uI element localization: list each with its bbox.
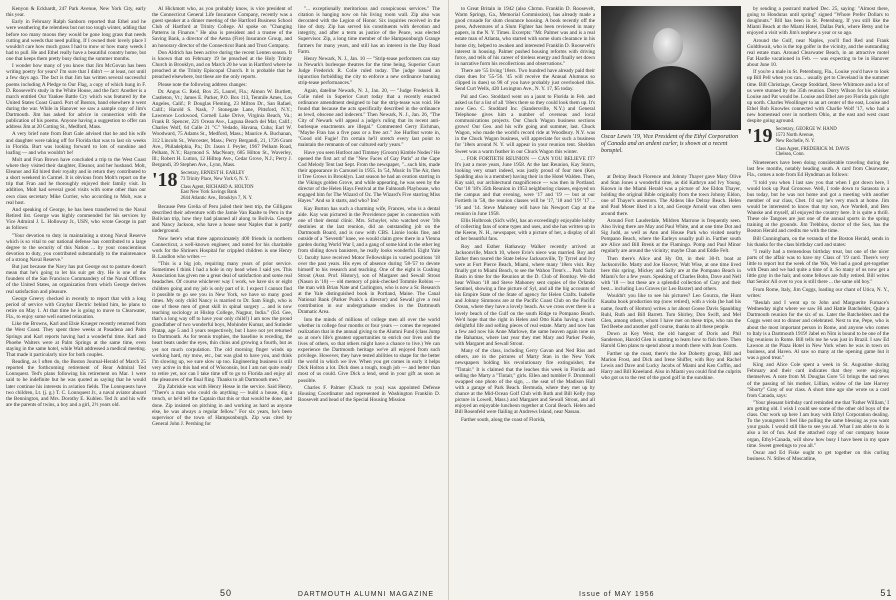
paragraph: Nineteeners have been doing considerable traveling during the last few months, notably heading south. A card from Clearwater, Fla., comes a note from Ed Hyndman as follows: <box>747 160 889 179</box>
magazine-title: DARTMOUTH ALUMNI MAGAZINE <box>297 591 435 598</box>
page-number: 51 <box>880 588 893 598</box>
agent-line: 2644 Atlantic Ave., Brooklyn 7, N. Y. <box>180 196 253 202</box>
paragraph: "Beulah and I went up to John and Marguerite Furnace's Wednesday night where we saw Hi and Hattie Batchelder, Quite a Dartmouth reunion for the six of us. Later the Batchelders and the Coggs went out to dinner and celebrated. Next to me, Pepe, who is about the most important person in Rome, and anyone who comes to Italy is a Dartmouth 1919! Jabel en Nim is bound to be one of the big reunions in Rome. Bill tells me he was just in Brazil. I saw Ed Lawson at the Plaza Hotel in New York when he was in town on business, and Haven. Al saw so many at the opening game but it was a good treat." <box>747 300 889 361</box>
paragraph: From Rome, Italy, Jim Coggs, loading our chant of Utica, N. Y., writes: <box>747 286 889 299</box>
paragraph: Because Pete Grelia of Peru jailed their best trip, the Gilligans described their adventure with the Jamie Van Raalte to Peru in the Bolivian trip, how they had planned all along to Bolivia. George and Nancy Jackson, who have a house near Naples that is partly underground. <box>152 203 292 235</box>
paragraph: Then there's Alice and Hy Ott, in their 30-ft. boat at Jacksonville. Marty and Joe Hoover, Walt Wise, at one time lived here this spring. Mickey and Sally are at the Pompano Beach in Miami's for a few years. Speaking of Charles Bohn, Dave and Nell with '18 — but these are a splendid collection of Cary and their best... including Lou Graves (or Leo Baxter) and others. <box>601 255 741 293</box>
col2-top-text <box>152 6 292 168</box>
right-footer <box>579 588 892 598</box>
paragraph: I wonder how many of you know that Jim McGovan has been writing poetry for years? I'm sure that I didn't — at least, not until a few days ago. The fact is that Jim has written several successful poems including A Pledge to Our Flag, a copy of which hung in F. D. Roosevelt's study in the White House, and the fact: Another is a march entitled Our Yankee Battle Cry which was featured by the United States Coast Guard. Port of Boston, band elsewhere it went during the war. While in Hanover we saw a sample copy of Jim's Dartmouth. Jim has asked for advice in connection with the publication of his poems. Anyone having a suggestion to offer can address Jim at 20 Cotting St., Medford, Mass. <box>6 63 146 131</box>
paragraph: Again, dateline Newark, N. J., Jan. 20, — "Judge Frederick R. Colie ruled in Superior Court today that a recently enacted ordinance amendment designed to bar the strip-tease was void. He found that because the acts specifically described in the ordinance as lewd, obscene and indecent." Then Newark, N. J., Jan. 26, "The City of Newark will appeal a judge's ruling that its recent anti-burlesque enactments are illegal." Commented Gerry Eichman, "Maybe Fran has a five pass or a free act." Joe Hurlbut wrote in, "Good old Fugie! I'm certain he'll stretch every last point to maintain the remnants of our cultured early years." <box>298 87 440 149</box>
paragraph: Oscar and Ed Fiske ought to get together on this curling business. N. Stiles of Moscatline, <box>747 449 889 463</box>
col3-top-text <box>747 6 889 124</box>
paragraph: Please note the following address changes: <box>158 81 247 88</box>
paragraph: Charles F. Palmer (Chuck to you) was appointed Defense Housing Coordinator and represented in Washington Franklin D. Roosevelt and head of the Special Housing Mission <box>298 384 440 404</box>
paragraph: Farther south, along the coast of Florida, <box>461 416 546 423</box>
paragraph: Molt and Fran Brown have concluded a trip to the West Coast where they visited their daughter, Eleanor, and her husband. Molt, Eleanor and Ed hired their royalty and in return they contributed to a short weekend in Carmel. It is obvious from Molt's report on the trip that Fran and he thoroughly enjoyed their family visit. In addition, Molt had several good visits with some other than our own class secretary Mike Currier, who according to Molt, was a real host. <box>6 157 146 206</box>
paragraph: Zip Zabriskie was with Henry Hesse in the service. Said Henry, "There's a man who could do anything — build a house, dig a trench, or he'd tell the Captain that this or that would be done, and done. Zip insisted on pitching in and working as hard as anyone else, he was always a regular fellow." For six years, he's been supervisor of the town of Hampsonburgh. Zip was cited by General John J. Pershing for <box>152 384 292 427</box>
secretary-line: Secretary, ERNEST H. EARLEY <box>180 171 245 176</box>
paragraph: "... exceptionally meritorious and conspicuous services." The citation is hanging now on his living room wall. Zip also was decorated with the Legion of Honor. Six inquiries received in the line of duty. Zip has served his constituents with devotion and integrity, and after a term as justice of the Peace, was elected Supervisor. Zip, a long time member of the Hampsonburgh Grange farmers for many years, and still has an interest in the Day Road Farm. <box>298 6 440 55</box>
paragraph: Farther up the coast, there's the Joe Doherty group, Bill and Marion Frost, and Dick and Irene Shiffer, with Roy and Rachel Lewis and Dave and Lucky Jacobs of Miami and Ken Coffin, and Harry and Bill Kneeland. Also in Miami you could find the culprits who got us to the rest of the good golf in the sunshine. <box>601 350 741 381</box>
paragraph: "I told you when I last saw you that when I got down here, I would look up Paul Gronowe. Well, I rode down to Sarasota in a bus today, but he was not home and got a meeting with another member of our class, Chet. I'd say he's very much at home. Jim would be interested to know that my son, Ace Wardell, and Ben Wanske and myself, all enjoyed the country here. It is quite a thrill. These ole Tangoes are just one of the annual sports in the spring training at the grounds. Jim Trebbins, doctor of the Sox, has the Boston Herald and credits me with the time. <box>747 179 889 235</box>
paragraph: Roy and Esther Hathaway Walker recently arrived at Jacksonville, March 10, where Evie's niece was married. Roy and Esther then toured the State below Jacksonville, Ty Tyrrel and Ivy were at Fort Pierce Beach, Miami, where many '18ers visit. Roy finally got to Miami Beach, to see the Wahoo Trent's ... Park Yacht Basin in time for the Reunion at the D. Club of Bombay. We did hear Wilson '18 and Steve Mahoney sent copies of the Orlando Sentinel, showing a fine picture of Syl, and all the big accounts of his Empire State of the State of agency for Helen Crafts. Isabelle and Johnny Simmons are at the Pacific Coast Club on the Pacific Ocean, where they have a lovely beach. As we cross over there is a lovely beach of the Gulf on the south Ridge to Pompano Beach. We'd hope that the right in Helen and Otto Kahn having a most delightful life and selling pieces of real estate. Marty and now has a few and now his Anne Marlowe, the same heaven again tone on the Bahamas, where last year they met Mary and Parker Poole, with Margaret and Sewall Strout. <box>455 243 595 347</box>
paragraph: Wouldn't you like to see his pictures? Leo Gourzu, the Hunt Kasaba book production top (now retired), with a viola (he had his name, fourth of Horton) writes a lot about Goose Davis Spaulding Ruhl, Ruth and Bill Barrett. Tom Shirley, Don Swift, and Mel Glen, among others, whom I have met on these trips, who ran the Ted Beebe and another golf course, thanks to all these people. <box>601 293 741 330</box>
portrait-head-icon <box>653 28 683 64</box>
col2-text <box>601 174 741 381</box>
secretary-line: Secretary, GEORGE W. HAND <box>775 127 837 133</box>
paragraph: Around Fort Lauderdale, Mildren Marrone is frequently seen. Also living there are May and Paul White, and at one time Dot and Sig Judd, as well as Ann and House Park who visited nearby Pompano Beach, where the Earleys usually pull in. Farther south are Alice and Bill Brenk at the Flamingo. Pomp and Paul Minor regularly are around the vicinity; maybe Chan and Eddie Felt. <box>601 217 741 255</box>
paragraph: Now here's what three approximately 400 friends in northern Connecticut, a well-known engineer, and noted for his charitable work for the Shriners Hospital for crippled children is one Henry B. Landlon who writes — <box>152 235 292 260</box>
paragraph: Many of the class, including Gerry Gavan and Ned Riss and others, are in the pictures of Marty Stan in the New York newspapers holding his revolutionary fire extinguisher, the "Tintair." It is claimed that the leaches this week in Florida and selling the Marty a "Tintair," girls. Ellen and tumbler F. Drummoll swapped one photo of the sign, ... the seat of the Madison Hall with a garage of Park Beach. Bermuda, where they met up by chance at the Mid-Ocean Golf Club with Ruth and Bill Kelly (top picture in Lowell, Mass.) and Margaret and Sewall Strout, and all enjoyed an enjoyable luncheon together at Coral Beach. Helen and Bill Rosenfeld were flailing at Andrews Island, near Nassau. <box>455 348 595 416</box>
agent-line: East New York Savings Bank <box>180 190 238 196</box>
left-column-2 <box>152 6 292 584</box>
paragraph: Dr. Angus G. Reid, Box 25, Laurel, Fla.; Almon W. Burtlett, Castleton, Vt.; James E. Parker, P.O. Box 113, Tenmile Ames, Los Angeles, Calif.; P. Douglas Fleming, 23 Milton Dr., San Rafael, Calif.; Harold S. Nash, 7 Stonegate Lane, Pittsford, N.Y.; Lawrence Lockwood, Cornell Lake Drive, Virginia Beach, Va.; Frank B. Spencer, 221 Ocean Ave., Laguna Beach del Mar, Calif.; Charles Wolf, 64 Calle 21 "C" Vedado, Havana, Cuba; Earl W. Woodward, 75 Adams St., Medford, Mass.; Maurice A. Buchanan, 312 Lincoln St., Worcester, Mass.; Perry Bergandi, 21, 1726 Grant Ave., Philadelphia, Pa.; Dr. Jason J. Peyler, 1967 Pelham Road, Pelham, N.Y.; Raymond S. MacNeary, 685 Hilton St., Waverley, Ill.; Robert H. Lutton, 12 Hilltop Ave., Cedar Grove, N.J.; Perry J. Bergandi, 39 Stephen Ave., Lynn, Mass. <box>152 88 292 168</box>
page-number: 50 <box>220 588 233 598</box>
paragraph: Henry Newark, N. J., Jan. 10 — "Strip-tease performers can stay in Newark's burlesque theatres for the time being, Superior Court Judge Frederick R. Colie ruled today. The judge issued an injunction forbidding the city to enforce a new ordinance banning strip-tease performances." <box>298 55 440 87</box>
paragraph: at Delray Beach Florence and Johnny Thayer gave Mary Olive and Stan Jones a wonderful time, as did Kathryn and Ivy Young. Known in the Miami Herald was a picture of Joe Eldon Thayer, holding the original Bible originally from the town Johnny Eldon, one of Thayer's ancestors. The Aldens like Delray Beach. Helen and Paul Moser liked it a lot, and George Arnold was often seen around there. <box>601 174 741 217</box>
agent-line: Class Agent, RICHARD A. HOLTON <box>180 184 254 190</box>
agent-line: Chelsea, Conn. <box>775 152 805 158</box>
right-page <box>449 0 896 600</box>
paragraph: Ellis Holbrook (Sid's wife), has an exceedingly enjoyable hobby of collecting fans of some types and uses, and she has written up in the Keene, N. H., newspaper, with a picture of her, a display of all of her beautiful fans. <box>455 217 595 243</box>
paragraph: by sending a postcard marked Dec. 25, saying: "Almost there, going to Honduras until spring" signed "Whore Prefer Dollars to doughnuts." Bill has been in St. Petersburg. If you still like the Miami Beach at the Miami Hotel, Dallas Park, where Betsy and he enjoyed a visit with Jim's nephew a year or so ago. <box>747 6 889 37</box>
left-footer <box>220 588 434 598</box>
paragraph: If you're a male in St. Petersburg, Fla., Louise you'd have to look up Bill Pell when you can.... usually get to Cleveland in the summer time. Bill Christiage, George Stoddard, Steve Whitmore and a lot of us were stunned by the 35th reunion. Dorry Wilson for his whisker Louise and Pat would be. Louise and Ethel are pro Florida gals right up north. Charles Woollinger to an art center of the east, Louise and Ethel Bob Knowles connected with Charlie Wolf '17, who had a new homestead over in northern Ohio, at the east and west coast despite going aground. <box>747 69 889 125</box>
class-officers <box>181 171 254 202</box>
col3-bottom-text <box>747 160 889 462</box>
issue-date: Issue of MAY 1956 <box>579 591 655 598</box>
photo-caption: Oscar Lewis '19, Vice President of the Ethyl Corporation of Canada and an ardent curler, is shown at a recent bonspiel. <box>601 134 739 154</box>
class-1919-heading <box>747 127 889 158</box>
class-number: '18 <box>152 169 178 191</box>
paragraph: Pal and Geo. Stoddard went on a jaunt to Florida in Feb. and asked us for a list of all '18ers there so they could look them up. It's now Geo. C. Stoddard Inc. (Sandersville, N.Y.) and General Telephone gives him a number of overseas and local communications projects. Our Chuck Wagon business sections grows! Our Geo. and his wife going and summer, last. Chuck Wagon, who made the world's record ride at Woodbury. N.Y. was in the Chuck Wagon business, will appreciate for such a business for '18ers around N. Y. will appear in your reunion tent. Sheldon Sweet was a warm feather in our Chuck Wagon this winter. <box>455 93 595 155</box>
agent-line: Class Agent, FREDERICK M. DAVIS <box>775 146 850 152</box>
secretary-line: 1573 North Avenue, <box>775 132 815 138</box>
paragraph: Kenyon & Eckhardt, 247 Park Avenue, New York City, early this year. <box>6 6 146 19</box>
paragraph: Reading, as I often do, the Boston Journal-Herald of March 25 reported the forthcoming retirement of Rear Admiral Ted Lonnquest. Ted's plans following his retirement on Mar. 1 were said to be indefinite but he was quoted as saying that he would later continue his interests in aviation fields. The Lonnquests have two children, Lt. (j. g.) T. C. Lonnquest Jr., a naval aviator aboard the Bennington, and Mrs. Dorothy E. Kuhlen. Ted Jr. and his wife are the parents of twins, a boy and a girl, 2½ years old. <box>6 359 146 408</box>
paragraph: Around the Gulf, near Naples, you'll find Red and Frank Goldthwait, who is the top golfer in the vicinity, and the outstanding real estate man. Around Clearwater Beach, in an attractive motel Fat Hardie vacationed in Feb. — was expecting to be in Hanover about June 10. <box>747 37 889 69</box>
paragraph: Down at Key West, the old hangout of Doris and Phil Sanderson, Harold Glen is starting to learn how to fish there. Then Harold Glen plans to spend about a month there with Jean Coutts. <box>601 331 741 350</box>
paragraph: ... FOR FORTIETH REUNION — CAN YOU BELIEVE IT? It's just a more years, June 1958. At the last Reunion, Kay Storrs, looking very smart indeed, was justly proud of four men (Ken Spalding also is a member) having their in the Hotel Walden. Then, Kay said, our architectural magnificence — was then in Portland. Our '18 '18's 35th Reunion in 1953 neighboring classes, enjoyed on the campus and that evening, were '17 and '19 — but at our Fortieth in '58, the reunion classes will be '17, '18 and '19! '17 ... '16 and '14. Steve Mahoney will have his Newport Cup at the reunion in June 1958. <box>455 155 595 217</box>
secretary-line: New Rochelle, N. Y. <box>775 138 815 144</box>
secretary-line: 73 Trinity Place, New York 6, N. Y. <box>180 176 249 182</box>
paragraph: "I really had a tremendous birthday treat, but one of the nicer parts of the affair was to have my Class of '19 card. There's very little to report but the week of the '60s, We had a good get-together with Dean and we had quite a time of it. So many of us now get a little gray in the hair, and some fellows are fully retired. Bill writes that Senior All over to you is still there ... the same old boy." <box>747 249 889 286</box>
class-officers <box>776 127 850 158</box>
paragraph: "Your pleasant birthday card reminded me that 'Father William,' I am getting old. I wish I could see some of the other old boys of the class. Our work up here I am busy with Ethyl Corporation dealing. To the youngsters I feel like pulling the same blessing as you want your goals. I would still like to see you all. What I am able to do is also a lot of fun. And the attached copy of our company house organ, Ethyl-Canada, will show how busy I have been in my spare time. Sweet greetings to you all." <box>747 400 889 449</box>
left-column-1 <box>6 6 146 584</box>
paragraph: Into the minds of millions of college men all over the world whether in college four months or four years — comes the repeated realization that in the annual giving to the Alumni Fund (class Jump so at one's life's greatest opportunities to enrich our lives and the lives of others, so that others might have a chance to live.) We can experience the Dartmouth heritage we've all enjoyed from such privilege. However, they have tested abilities to shape for the better the world in which we live. When you get comes in early it helps Dick Holton a lot. Dick does a tough, tough job — and better than most of us could. Give Dick a lend, send in your gift as soon as possible. <box>298 316 440 384</box>
class-1918-heading <box>152 171 292 202</box>
paragraph: Have you seen Hotfoot and Timmey (Groom) Kimble Nodes? He opened the first act of the "New Faces of Gay Paris" at the Cape Cod Melody Tent last Sept. From the newspaper, "...such hits, made their appearance in Carousel in 1955. In '54, Music In The Air, then it Tree Grows in Brooklyn. Last season he had an ovation starring in the Vikings golden Grove, and while appearing, he was seen by the director of the Helen Hays Festival at the Falmouth Playhouse, who engaged him for The Wizard of Oz. The Wizard's Five starring Miss Hayes." And so it starts, and who? Ins? <box>298 149 440 205</box>
paragraph: Early in February Ralph Sanborn reported that Ethel and he were weathering the relentless but not too tough winter, adding that before too many moons they would be gone long grass that needs cutting and weeds that need pulling. If I owned their lovely place I wouldn't care how much grass I had to mow or how many weeds I had to pull. He and Ethel really have a beautiful country home, but one that keeps them pretty busy during the summer months. <box>6 19 146 62</box>
portrait-body-icon <box>631 66 711 130</box>
paragraph: Al Hickmott who, as you probably know, is vice president of the Connecticut General Life Insurance Company, recently was a guest speaker at a dinner meeting of the Hartford Business School Club of Hartford at Trinity College. Al spoke on "Changing Patterns in Finance." He also is president and a trustee of the Saving Bank, a director of the Aetna (Fire) Insurance Group, and an honorary director of the Connecticut Bank and Trust Company. <box>152 6 292 49</box>
right-column-3 <box>747 6 889 584</box>
paragraph: King and Alice Cole spent a week in St. Augustine during February and their card indicates that they were enjoying themselves. A note from M. Douglas Gore '51 brings the sad news of the passing of his mother, Lillian, widow of the late Harvey "Shorty" Gray of our class. A short time ago she wrote us a card from Canada, says: <box>747 362 889 399</box>
paragraph: "Your devotion to duty in maintaining a strong Naval Reserve which is so vital to our national defense has contributed to a large degree to the security of this Nation ... by your conscientious devotion to duty, you contributed substantially to the maintenance of a strong Naval Reserve." <box>6 232 146 263</box>
paragraph: Bill Cunningham, on the veranda of the Boston Herald, sends in his thanks for the class birthday card and states: <box>747 235 889 248</box>
left-column-3 <box>298 6 440 584</box>
paragraph: And speaking of George, he has been transferred to the Naval Retired list. George was highly commended for his services by Vice Admiral J. L. Holloway Jr., USN, who wrote George in part as follows: <box>6 206 146 232</box>
paragraph: A very brief note from Burt Gale advised that he and his wife and daughter were taking off for Florida that was to last six weeks in Florida. Burt was looking forward to lots of sunshine and loafing — and who wouldn't be! <box>6 131 146 156</box>
right-column-1 <box>455 6 595 584</box>
paragraph: "This is a big job, requiring many years of prior service. Sometimes I think I had a hole in my head when I said yes. This Association has given me a great deal of satisfaction and some real headaches. Of course whichever way I work, we have six or eight children going and my job is only part of it. I expect I cannot find it possible to go see you in New York, we have so many good times. My only child Nancy is married to Dr. Sam Singh, who is one of these men of great skill in spinal surgery ... and is now teaching sociology at Hislop College, Nagpur, India." (Ed. Gee, that's a long way off to have your only child!) I am now the proud grandfather of two wonderful boys, Mohinder Kumar, and Sutinder Pratap, age 5 and 3 years respectively, but I have not yet returned to Dartmouth. As for tennis trophies, the baseline is receding, the heart beats under the eyes, thin chins and growing a fourth, but as yet not much corpulation. The old morning finger winds up working hard, my mow, etc., but was glad to have you, and think I'm slowing up, we sure slow up too. Engineering business is still very active in this bad end of Wisconsin, but I am not quite ready to retire yet, nor can I take time off to go to Florida and enjoy all the pleasures of the final fling. Thanks to all Dartmouth men." <box>152 261 292 383</box>
paragraph: But just because the Navy has put George out to pasture doesn't mean that he's going to let his suit get dry. He is one of the founders of the San Francisco Commandery of the Naval Officers of the United States, an organization from which George derives real satisfaction and pleasure. <box>6 264 146 295</box>
paragraph: Don Aldrich has been active during the recent Lenten season. It is known that on February 19 he preached at the Holy Trinity Church in Brooklyn, and on March 20 he was in Hartford where he preached at the Trinity Episcopal Church. It is probable that he preached elsewhere, but these are the only reports. <box>152 49 292 81</box>
paragraph: Kay Burton has such a charming wife, Frances, who is a dental aide. Kay was pictured in the Providence paper in connection with one of their dental clinic. Mrs. Schuyler, who watched over '18s destinies at the last reunion, did an outstanding job on the Dartmouth Board, and is now with CBS. Lisnie looks fine, and outside of a "Seventh" knee, we would claim grew there in a Vienna garden during World War I, and a gang of some kind in the other leg from sliding down banisters, he really looks wonderful. Eight Yale U. faculty have received Motor Fellowships in varied positions '18 over the past years. His eyes of absence during '58-'57 to devote himself to his research and teaching. One of the eight is Cushing Strout (Asst. Prof. History), son of Margaret and Sewall Strout (Nason in '18) — old memory of pink-checked Tommie Robins — the man with Brian Nate and Carlington, who is now a Sr. Research at the Yale distinguished book in Portland, Maine. The Canal National Bank (Parker Punk's a director) and Sewall give a real contribution in our undergraduate studies in the Dartmouth Dramatic Area. <box>298 205 440 316</box>
paragraph: to Great Britain in 1942 (also Chrmn. Franklin D. Roosevelt, Warm Springs, Ga., Memorial Commission), has already made a good crusade for slum clearance housing. A book recently off the press, Adventures of a Slum Fighter has been reviewed in many papers, in the N. Y. Times. Excerpts: "Mr. Palmer was and is a real estate man of Atlanta, who started with some slum clearance in his home city, helped to awaken and interested Franklin D. Roosevelt's interest in housing. Palmer pushed housing reforms with driving force, and tells of his career of tireless energy and finally set down in narrative form his recollections and observations." <box>455 6 595 67</box>
col2-bottom-text <box>152 204 292 427</box>
class-number: '19 <box>747 125 773 148</box>
paragraph: There are '55 living '18ers. Two hundred have already paid their class dues for '55-'56. '45 will receive the Annual Alumnus so clipped in dues) so 98 of you have probably just overlooked this. Send Curt Wells, 420 Lexington Ave., N. Y. 17, $5 today. <box>455 68 595 93</box>
paragraph: George Greevy checked in recently to report that with a long period of service with Graybar Electric behind him, he plans to retire on May 1. At that time he is going to move to Clearwater, Fla., to enjoy some well earned relaxation. <box>6 295 146 321</box>
paragraph: Like the Browns, Karl and Elsie Krueger recently returned from the West Coast. They spent three weeks at Pasadena and Palm Springs and Karl reports having had a wonderful time. Karl and Phoebe Walters were at Palm Springs at the same time, even staying in the same hotel, while Walt addressed a medical meeting. That made it particularly nice for both couples. <box>6 321 146 358</box>
curler-photo <box>601 6 741 130</box>
